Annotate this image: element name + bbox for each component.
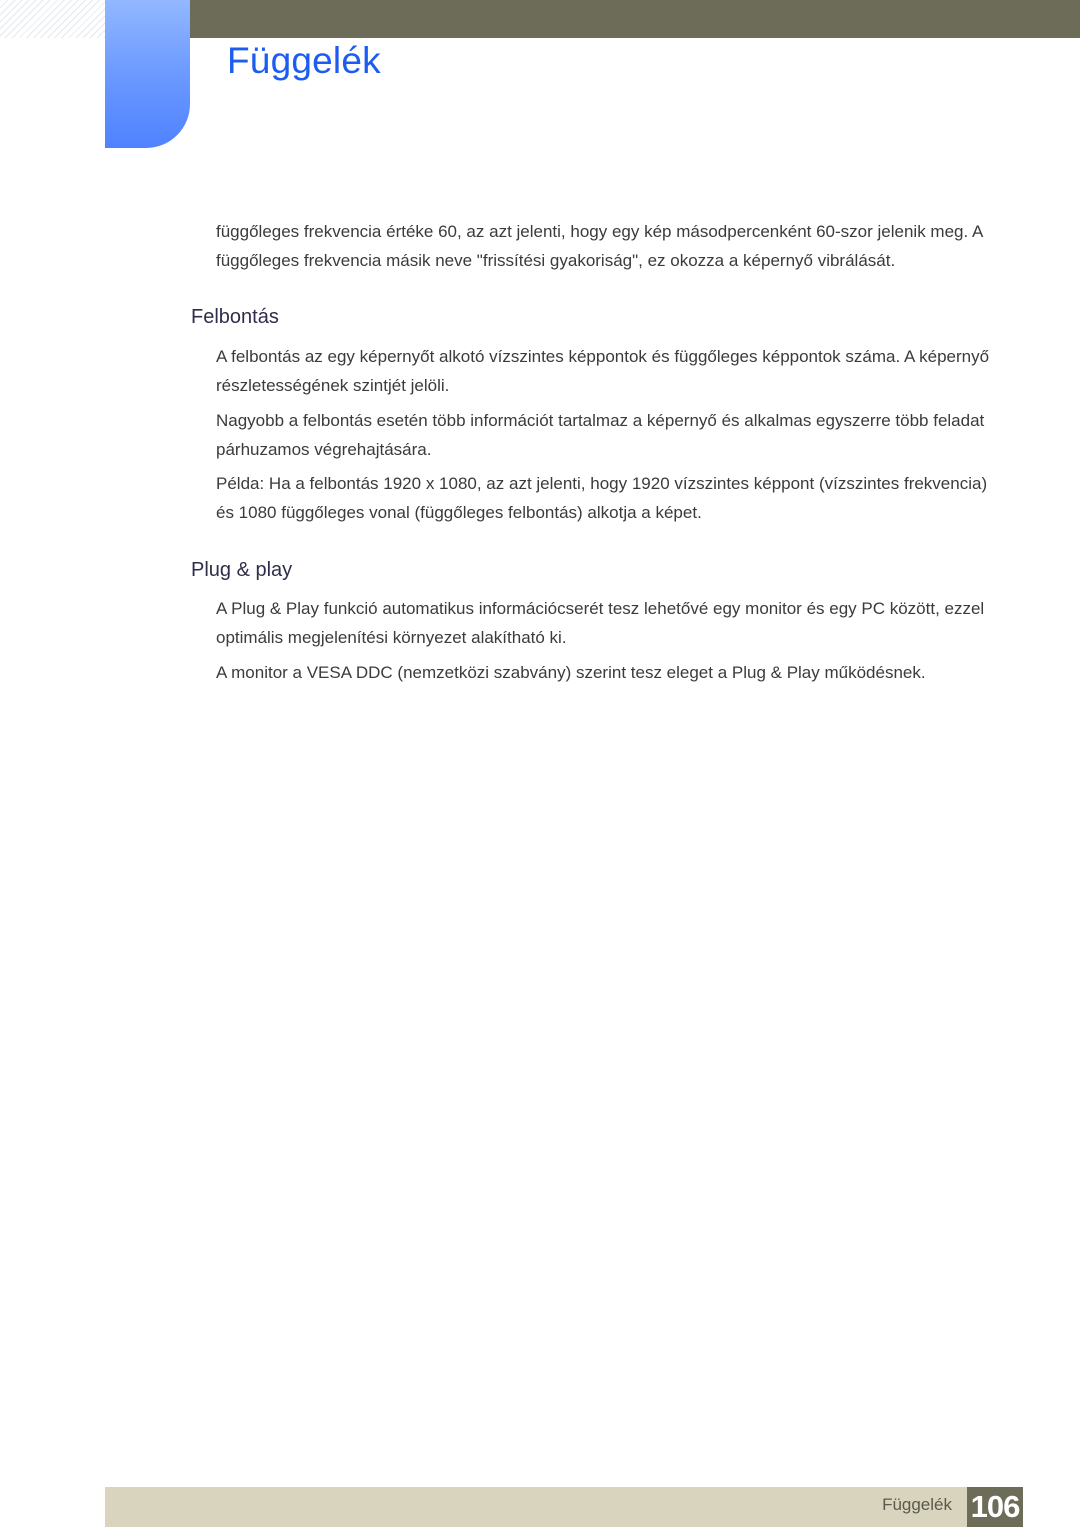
- section-heading-plug-and-play: Plug & play: [191, 559, 293, 581]
- chapter-title: Függelék: [227, 40, 381, 81]
- resolution-paragraph-1: A felbontás az egy képernyőt alkotó vízszintes képpontok és függőleges képpontok száma. A képernyő részletességének szintjét jelöli.: [216, 347, 990, 395]
- chapter-tab: [105, 0, 190, 148]
- intro-paragraph: függőleges frekvencia értéke 60, az azt jelenti, hogy egy kép másodpercenként 60-szor jelenik meg. A függőleges frekvencia másik neve "frissítési gyakoriság", ez okozza a képernyő vibrálását.: [216, 222, 983, 270]
- plug-and-play-paragraph-2: A monitor a VESA DDC (nemzetközi szabvány) szerint tesz eleget a Plug & Play működésnek.: [216, 663, 926, 682]
- footer-section-label: Függelék: [882, 1495, 952, 1514]
- resolution-paragraph-2: Nagyobb a felbontás esetén több információt tartalmaz a képernyő és alkalmas egyszerre több feladat párhuzamos végrehajtására.: [216, 411, 985, 459]
- resolution-paragraph-3: Példa: Ha a felbontás 1920 x 1080, az azt jelenti, hogy 1920 vízszintes képpont (vízszintes frekvencia) és 1080 függőleges vonal (függőleges felbontás) alkotja a képet.: [216, 474, 988, 522]
- page-number: 106: [967, 1487, 1023, 1527]
- footer-bar: [105, 1487, 967, 1527]
- header-bar: [190, 0, 1080, 38]
- section-heading-resolution: Felbontás: [191, 306, 279, 328]
- plug-and-play-paragraph-1: A Plug & Play funkció automatikus információcserét tesz lehetővé egy monitor és egy PC között, ezzel optimális megjelenítési környezet alakítható ki.: [216, 599, 985, 647]
- decorative-hatch: [0, 0, 105, 38]
